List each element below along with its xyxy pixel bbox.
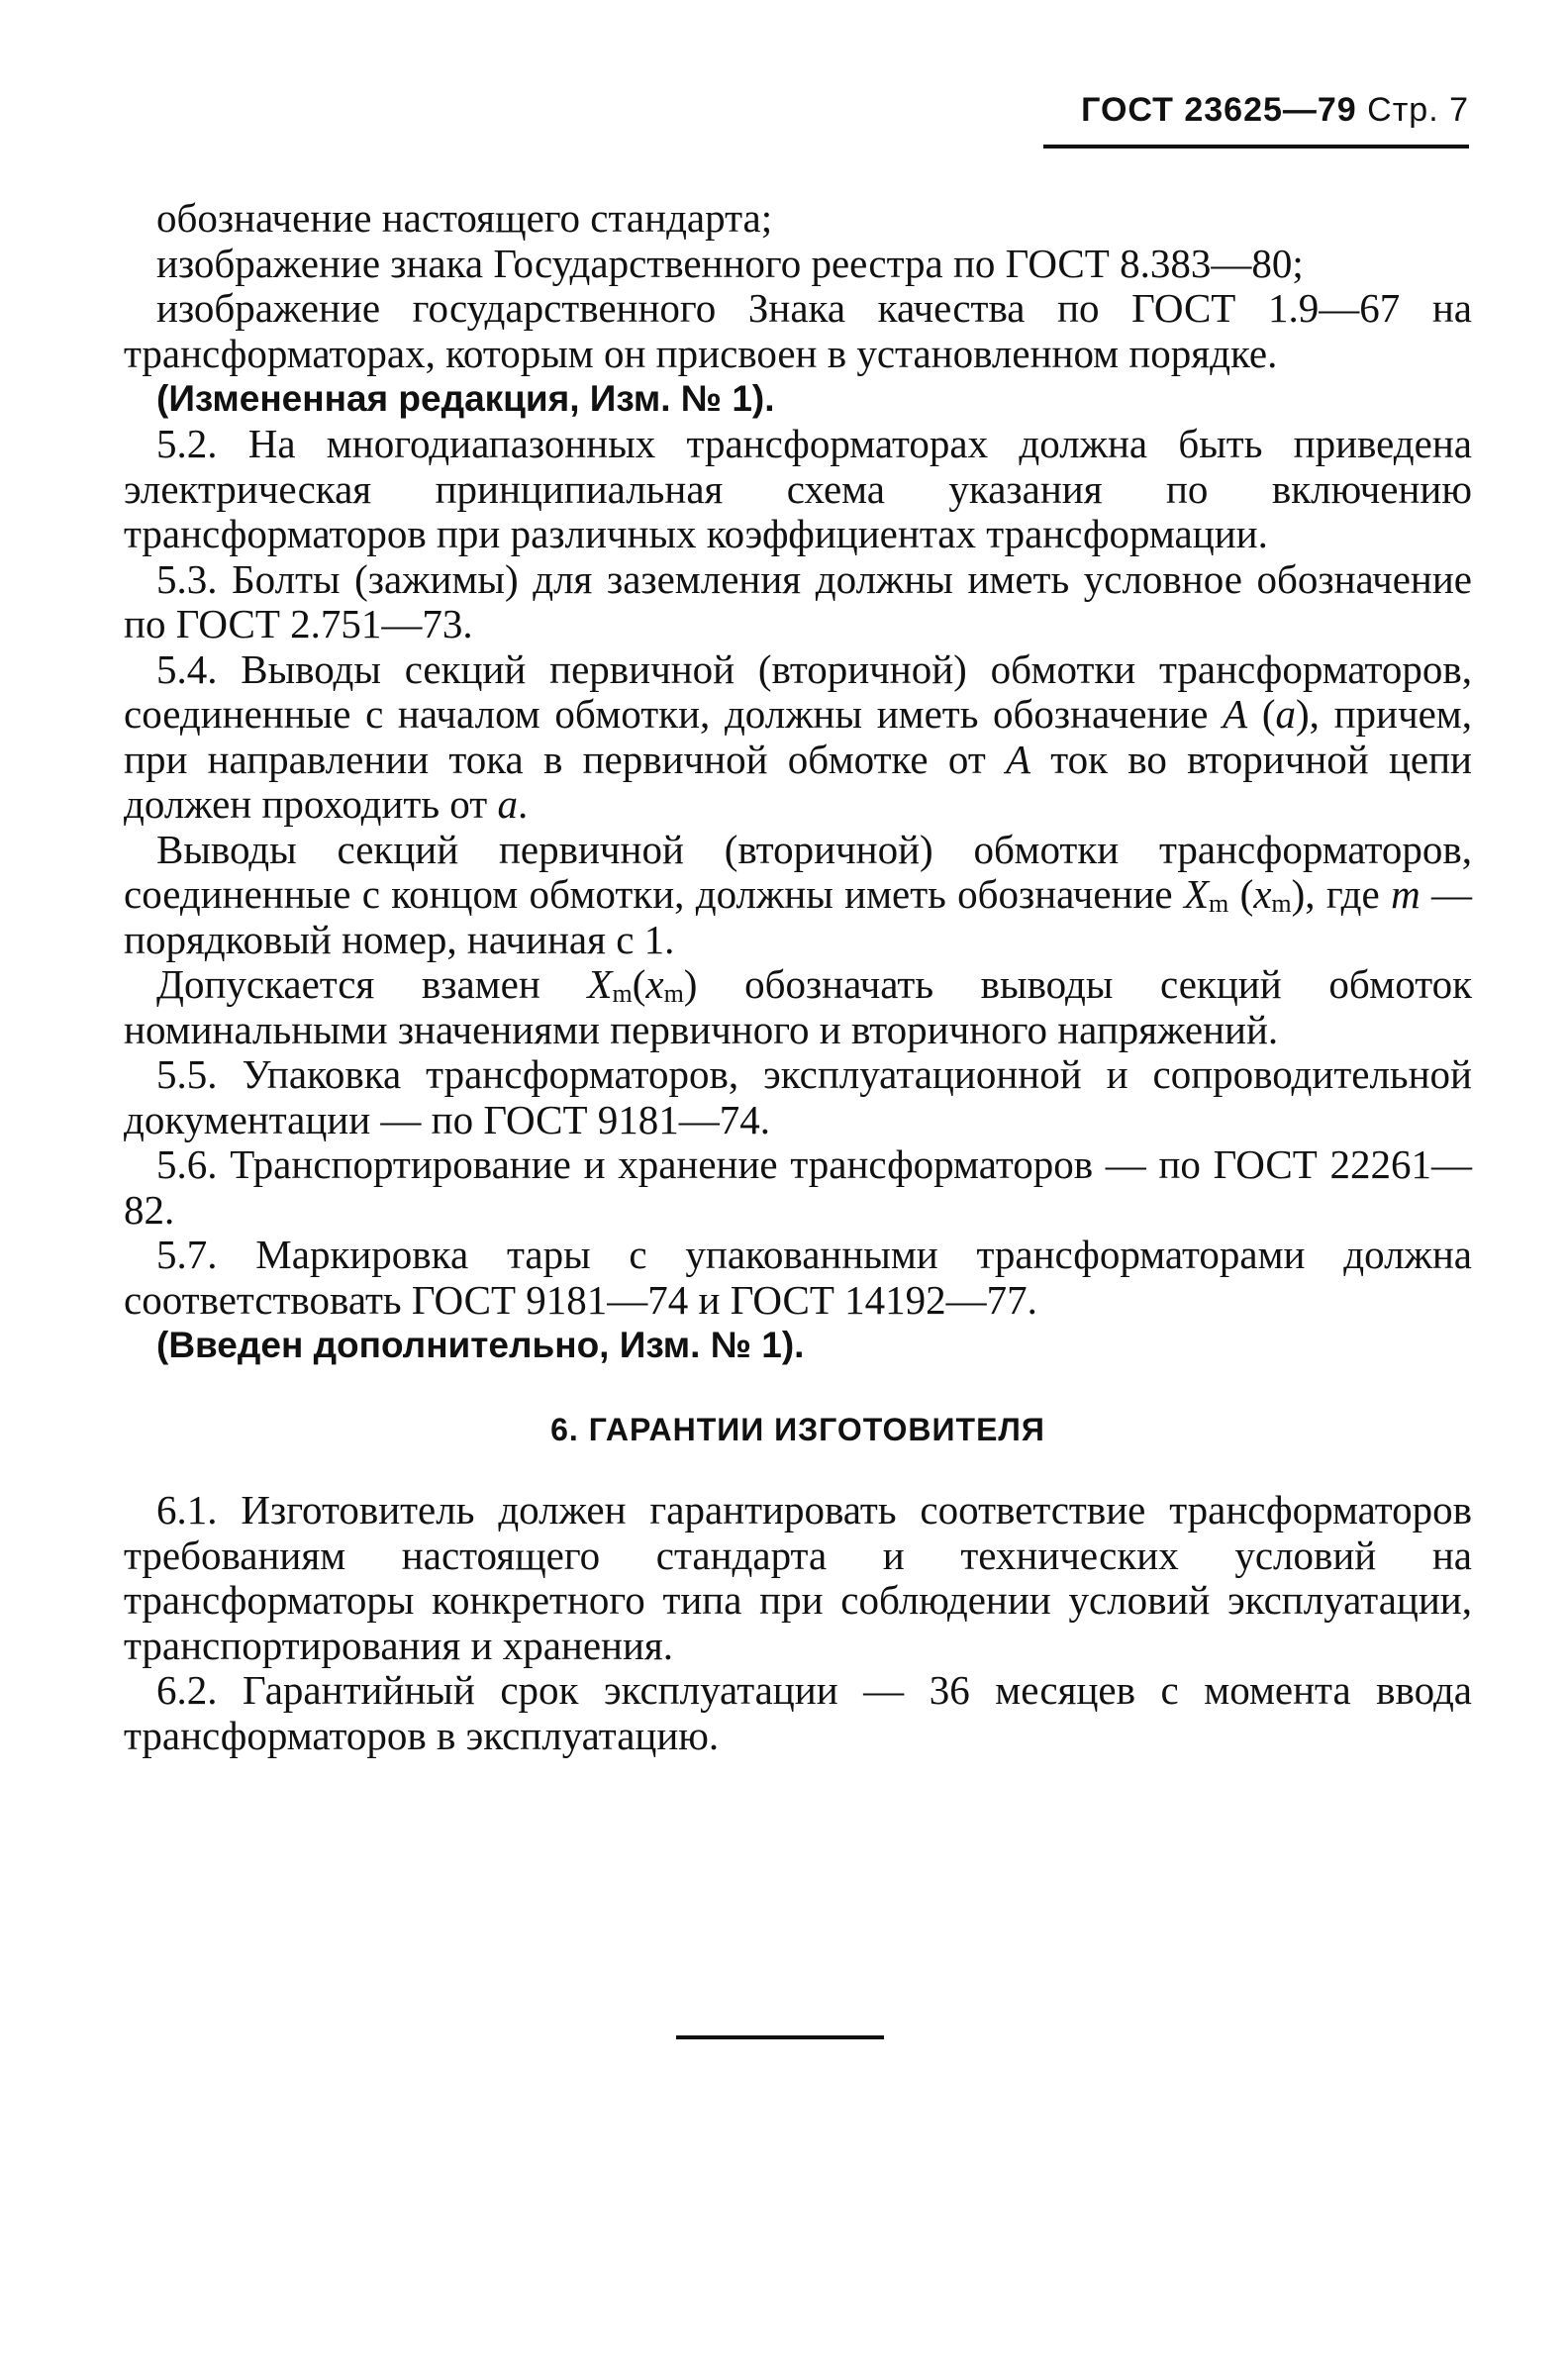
page-number: Стр. 7 bbox=[1367, 91, 1469, 129]
amendment-note: (Измененная редакция, Изм. № 1). bbox=[156, 378, 775, 419]
clause-6-2: 6.2. Гарантийный срок эксплуатации — 36 месяцев с момента ввода трансформаторов в эксплуатацию. bbox=[124, 1667, 1472, 1758]
document-body bbox=[124, 196, 1472, 1758]
header-divider bbox=[1043, 145, 1469, 148]
page-header bbox=[1081, 91, 1469, 130]
standard-number: ГОСТ 23625—79 bbox=[1081, 91, 1357, 129]
clause-5-5: 5.5. Упаковка трансформаторов, эксплуатационной и сопроводительной документации — по ГОСТ 9181—74. bbox=[124, 1051, 1472, 1142]
section-title: 6. ГАРАНТИИ ИЗГОТОВИТЕЛЯ bbox=[550, 1412, 1045, 1447]
clause-5-4: 5.4. Выводы секций первичной (вторичной) обмотки трансформаторов, соединенные с началом обмотки, должны иметь обозначение A (a), причем, при направлении тока в первичной обмотке от A ток во вторичной цепи должен проходить от a. bbox=[124, 645, 1472, 827]
clause-5-2: 5.2. На многодиапазонных трансформаторах должна быть приведена электрическая принципиальная схема указания по включению трансформаторов при различных коэффициентах трансформации. bbox=[124, 421, 1472, 556]
paragraph-state-register-mark: изображение знака Государственного реестра по ГОСТ 8.383—80; bbox=[156, 240, 1304, 286]
addition-note: (Введен дополнительно, Изм. № 1). bbox=[156, 1325, 805, 1365]
paragraph-standard-designation: обозначение настоящего стандарта; bbox=[156, 195, 773, 241]
end-divider bbox=[676, 2035, 884, 2039]
clause-5-3: 5.3. Болты (зажимы) для заземления должны иметь условное обозначение по ГОСТ 2.751—73. bbox=[124, 555, 1472, 646]
clause-5-4-terminals-end: Выводы секций первичной (вторичной) обмотки трансформаторов, соединенные с концом обмотки, должны иметь обозначение $X_m$ $(x_m)$, где m — порядковый номер, начиная с 1. bbox=[124, 826, 1472, 962]
clause-5-7: 5.7. Маркировка тары с упакованными трансформаторами должна соответствовать ГОСТ 9181—74 и ГОСТ 14192—77. bbox=[124, 1232, 1472, 1323]
paragraph-quality-mark: изображение государственного Знака качества по ГОСТ 1.9—67 на трансформаторах, которым он присвоен в установленном порядке. bbox=[124, 285, 1472, 376]
clause-5-4-alternative: Допускается взамен $X_m(x_m)$ обозначать выводы секций обмоток номинальными значениями первичного и вторичного напряжений. bbox=[124, 961, 1472, 1052]
clause-5-6: 5.6. Транспортирование и хранение трансформаторов — по ГОСТ 22261—82. bbox=[124, 1141, 1472, 1233]
clause-6-1: 6.1. Изготовитель должен гарантировать соответствие трансформаторов требованиям настоящего стандарта и технических условий на трансформаторы конкретного типа при соблюдении условий эксплуатации, транспортирования и хранения. bbox=[124, 1487, 1472, 1668]
